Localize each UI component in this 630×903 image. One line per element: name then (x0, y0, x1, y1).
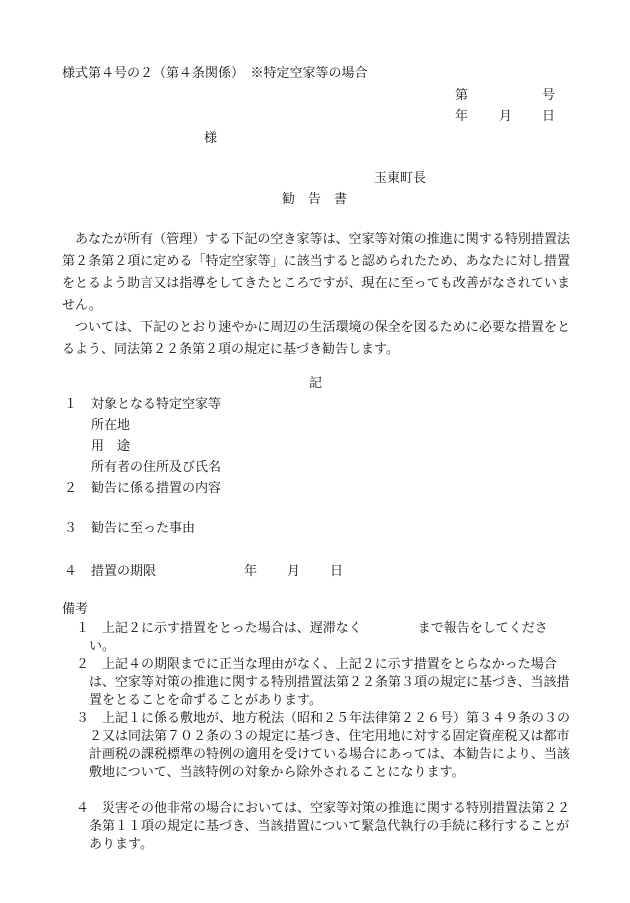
date-day: 日 (542, 109, 556, 124)
ki-heading: 記 (309, 376, 323, 391)
doc-number-prefix: 第 (455, 88, 469, 103)
body-text (62, 229, 570, 361)
item-sub-owner: 所有者の住所及び氏名 (91, 460, 222, 475)
item-label: 勧告に至った事由 (91, 521, 196, 536)
deadline-month: 月 (287, 564, 301, 579)
remark-number: ３ (76, 711, 90, 726)
recipient-suffix: 様 (204, 131, 218, 146)
form-title: 様式第４号の２（第４条関係） ※特定空家等の場合 (62, 66, 368, 81)
item-number: ４ (64, 564, 78, 579)
item-sub-use: 用 途 (91, 439, 131, 454)
remark-text: 上記１に係る敷地が、地方税法（昭和２５年法律第２２６号）第３４９条の３の２又は同法第７０２条の３の規定に基づき、住宅用地に対する固定資産税又は都市計画税の課税標準の特例の適用を受けている場合にあっては、本勧告により、当該敷地について、当該特例の対象から除外されることになります。 (89, 711, 571, 780)
item-label: 措置の期限 (91, 564, 157, 579)
remark-number: ４ (76, 801, 90, 816)
remark-text: 上記４の期限までに正当な理由がなく、上記２に示す措置をとらなかった場合は、空家等対策の推進に関する特別措置法第２２条第３項の規定に基づき、当該措置をとることを命ずることがあります。 (89, 657, 570, 708)
date-month: 月 (499, 109, 513, 124)
item-label: 対象となる特定空家等 (91, 397, 222, 412)
deadline-year: 年 (244, 564, 258, 579)
item-label: 勧告に係る措置の内容 (91, 481, 222, 496)
remark-text: 上記２に示す措置をとった場合は、遅滞なく まで報告をしてください。 (89, 621, 548, 654)
item-number: １ (64, 397, 78, 412)
body-paragraph: ついては、下記のとおり速やかに周辺の生活環境の保全を図るために必要な措置をとるよう、同法第２２条第２項の規定に基づき勧告します。 (62, 320, 570, 357)
doc-title: 勧 告 書 (282, 192, 348, 207)
item-number: ２ (64, 481, 78, 496)
doc-number-suffix: 号 (542, 88, 556, 103)
remark-number: ２ (76, 657, 90, 672)
body-paragraph: あなたが所有（管理）する下記の空き家等は、空家等対策の推進に関する特別措置法第２条第２項に定める「特定空家等」に該当すると認められたため、あなたに対し措置をとるよう助言又は指導をしてきたところですが、現在に至っても改善がなされていません。 (62, 232, 570, 313)
deadline-day: 日 (330, 564, 344, 579)
remark-item (76, 800, 570, 854)
remarks-heading: 備考 (62, 602, 89, 617)
remark-text: 災害その他非常の場合においては、空家等対策の推進に関する特別措置法第２２条第１１項の規定に基づき、当該措置について緊急代執行の手続に移行することがあります。 (89, 801, 571, 852)
item-sub-location: 所在地 (91, 418, 131, 433)
issuer: 玉東町長 (374, 171, 427, 186)
remark-item (76, 620, 570, 656)
remark-item (76, 710, 570, 782)
remark-number: １ (76, 621, 90, 636)
item-number: ３ (64, 521, 78, 536)
date-year: 年 (455, 109, 469, 124)
remark-item (76, 656, 570, 710)
